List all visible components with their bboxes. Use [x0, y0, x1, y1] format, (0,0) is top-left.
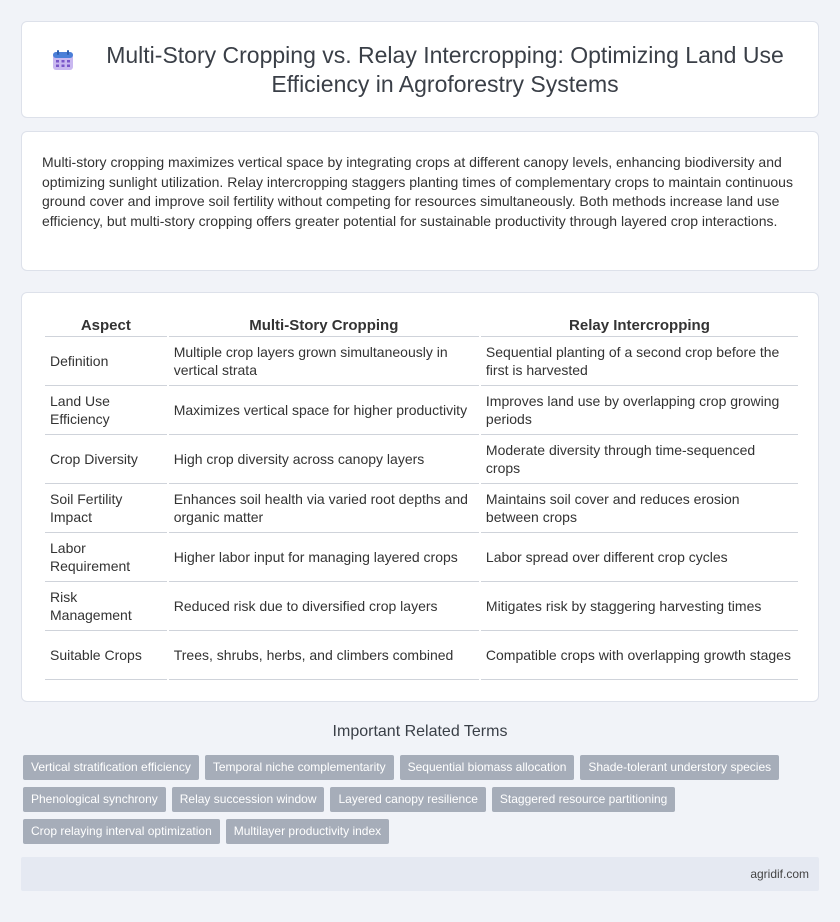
row-aspect: Land Use Efficiency	[45, 386, 167, 435]
row-relay: Moderate diversity through time-sequenced crops	[481, 435, 798, 484]
related-terms-title: Important Related Terms	[332, 723, 508, 740]
table-row	[45, 435, 798, 484]
footer-site-link[interactable]: agridif.com	[750, 867, 809, 881]
related-terms-tags	[23, 755, 803, 851]
row-multi-story: Higher labor input for managing layered crops	[169, 533, 479, 582]
comparison-table-card	[21, 292, 819, 702]
row-relay: Compatible crops with overlapping growth stages	[481, 631, 798, 680]
summary-card	[21, 131, 819, 271]
title-card	[21, 21, 819, 118]
row-relay: Maintains soil cover and reduces erosion between crops	[481, 484, 798, 533]
table-row	[45, 533, 798, 582]
header-multi-story: Multi-Story Cropping	[169, 312, 479, 337]
row-multi-story: Enhances soil health via varied root depths and organic matter	[169, 484, 479, 533]
related-tag[interactable]: Relay succession window	[172, 787, 325, 812]
row-aspect: Risk Management	[45, 582, 167, 631]
related-tag[interactable]: Staggered resource partitioning	[492, 787, 675, 812]
row-multi-story: Maximizes vertical space for higher productivity	[169, 386, 479, 435]
related-tag[interactable]: Phenological synchrony	[23, 787, 166, 812]
row-relay: Labor spread over different crop cycles	[481, 533, 798, 582]
related-tag[interactable]: Vertical stratification efficiency	[23, 755, 199, 780]
row-relay: Sequential planting of a second crop before the first is harvested	[481, 337, 798, 386]
related-tag[interactable]: Temporal niche complementarity	[205, 755, 394, 780]
comparison-table	[43, 312, 800, 680]
related-tag[interactable]: Multilayer productivity index	[226, 819, 389, 844]
row-aspect: Suitable Crops	[45, 631, 167, 680]
table-header-row	[45, 312, 798, 337]
row-aspect: Crop Diversity	[45, 435, 167, 484]
row-multi-story: Multiple crop layers grown simultaneously in vertical strata	[169, 337, 479, 386]
summary-text: Multi-story cropping maximizes vertical space by integrating crops at different canopy levels, enhancing biodiversity and optimizing sunlight utilization. Relay intercropping staggers planting times of complementary crops to maintain continuous ground cover and improve soil fertility without competing for resources simultaneously. Both methods increase land use efficiency, but multi-story cropping offers greater potential for sustainable productivity through layered crop interactions.	[42, 154, 793, 229]
row-multi-story: Trees, shrubs, herbs, and climbers combined	[169, 631, 479, 680]
table-row	[45, 386, 798, 435]
related-tag[interactable]: Layered canopy resilience	[330, 787, 485, 812]
row-aspect: Soil Fertility Impact	[45, 484, 167, 533]
footer	[21, 857, 819, 891]
related-tag[interactable]: Sequential biomass allocation	[400, 755, 575, 780]
page-title: Multi-Story Cropping vs. Relay Intercropping: Optimizing Land Use Efficiency in Agroforestry Systems	[106, 41, 784, 97]
header-aspect: Aspect	[45, 312, 167, 337]
table-row	[45, 337, 798, 386]
row-multi-story: Reduced risk due to diversified crop layers	[169, 582, 479, 631]
table-row	[45, 631, 798, 680]
row-relay: Improves land use by overlapping crop growing periods	[481, 386, 798, 435]
row-relay: Mitigates risk by staggering harvesting times	[481, 582, 798, 631]
related-tag[interactable]: Shade-tolerant understory species	[580, 755, 779, 780]
row-multi-story: High crop diversity across canopy layers	[169, 435, 479, 484]
row-aspect: Definition	[45, 337, 167, 386]
table-row	[45, 484, 798, 533]
row-aspect: Labor Requirement	[45, 533, 167, 582]
table-row	[45, 582, 798, 631]
header-relay: Relay Intercropping	[481, 312, 798, 337]
related-tag[interactable]: Crop relaying interval optimization	[23, 819, 220, 844]
